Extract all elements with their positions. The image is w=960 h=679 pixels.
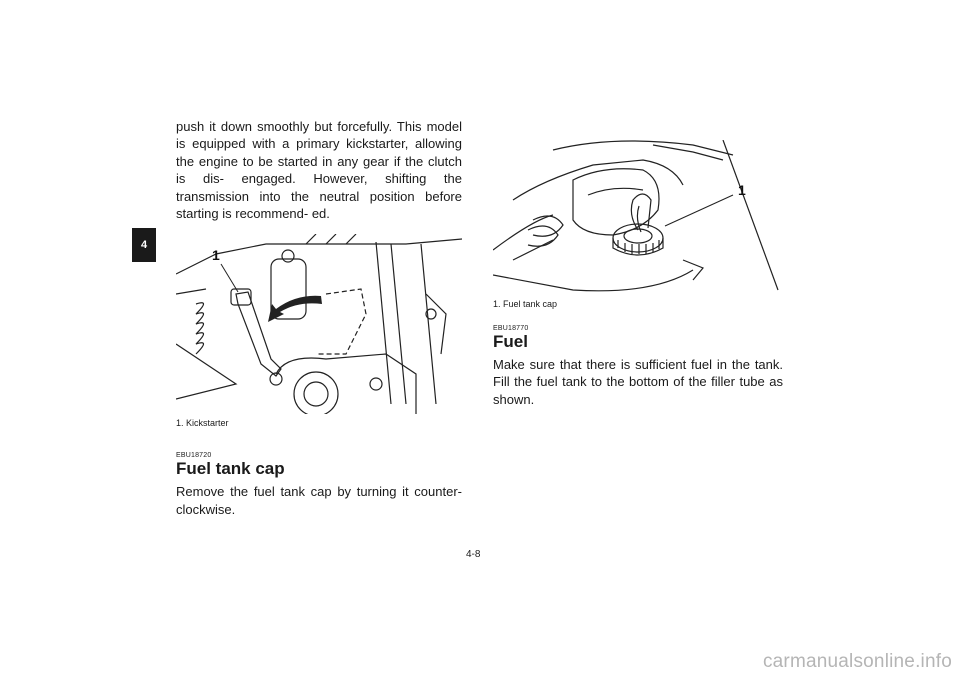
kickstarter-illustration	[176, 234, 462, 414]
watermark[interactable]: carmanualsonline.info	[762, 651, 952, 672]
fuel-cap-callout: 1	[738, 182, 746, 198]
page-number: 4-8	[466, 549, 481, 560]
fuel-tank-cap-code: EBU18720	[176, 452, 212, 460]
chapter-tab	[132, 228, 156, 262]
fuel-tank-cap-section	[176, 452, 462, 518]
left-column	[176, 118, 462, 518]
fuel-tank-cap-heading: Fuel tank cap	[176, 459, 285, 479]
fuel-body: Make sure that there is sufficient fuel in the tank. Fill the fuel tank to the bottom of the filler tube as shown.	[493, 357, 783, 407]
fuel-code: EBU18770	[493, 325, 529, 332]
fuel-tank-cap-illustration	[493, 140, 783, 295]
fuel-tank-cap-body: Remove the fuel tank cap by turning it counter- clockwise.	[176, 484, 462, 517]
intro-paragraph: push it down smoothly but forcefully. This model is equipped with a primary kickstarter, allowing the engine to be started in any gear if the clutch is dis- engaged. However, shifting the transmission into the neutral position before starting is recommend- ed.	[176, 119, 462, 222]
right-column	[493, 140, 783, 408]
kickstarter-caption: 1. Kickstarter	[176, 418, 229, 429]
fuel-cap-caption: 1. Fuel tank cap	[493, 299, 558, 309]
kickstarter-callout: 1	[212, 247, 220, 264]
fuel-heading: Fuel	[493, 332, 528, 351]
chapter-tab-label: 4	[140, 239, 148, 251]
fuel-section	[493, 325, 783, 408]
